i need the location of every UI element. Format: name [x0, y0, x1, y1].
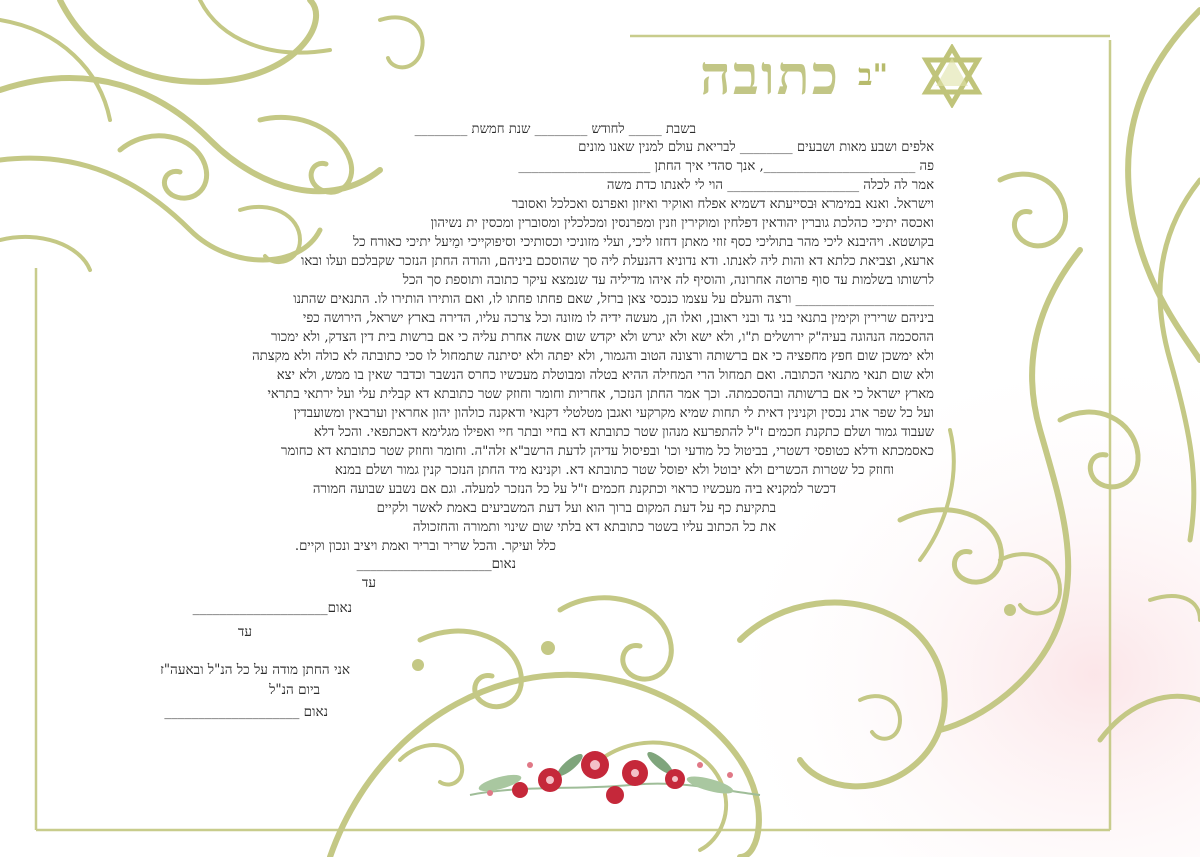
text-line: ועל כל שפר ארג נכסין וקנינין דאית לי תחות שמיא מקרקעי ואגבן מטלטלי דקנאי ודאקנה כולהון יהון אחראין וערבאין ומשועבדין [293, 406, 934, 421]
text-line: אמר לה לכלה ____________________ הוי לי לאנתו כדת משה [606, 178, 934, 193]
text-line: כלל ועיקר. והכל שריר ובריר ואמת ויציב ונכון וקיים. [294, 539, 556, 554]
text-line: כאסמכתא ודלא כטופסי דשטרי, בביטול כל מודעי וכו' ובפיסול עדיהן לדעת הרשב"א זלה"ה. וחומר וחוזק שטר כתובתא דא כחומר [281, 444, 934, 459]
text-line: ולא ימשכן שום חפץ מחפציה כי אם ברשותה ורצונה הטוב והגמור, ולא יפתה ולא יסיתנה שתמחול לו סכי כתובתה לא כולה ולא מקצתה [252, 349, 934, 364]
text-line: וחוזק כל שטרות הכשרים ולא יבוטל ולא יפוסל שטר כתובתא דא. וקנינא מיד החתן הנזכר קנין גמור ושלם במנא [334, 463, 894, 478]
text-line: וישראל. ואנא במימרא וּבסייעתא דשמיא אפלח ואוקיר ואיזון ואפרנס ואכלכל ואסובר [511, 197, 934, 212]
groom-signature-line: נאום ____________________ [164, 704, 328, 720]
witness-role-label: עד [237, 624, 252, 640]
text-line: בקושטא. ויהיבנא ליכי מהר בתוליכי כסף זוזי מאתן דחזו ליכי, ועלי מזוניכי וכסותיכי וסיפוקייכי ומֵיעל יתיכי כאורח כל [353, 235, 934, 250]
witness-signature-line: נאום____________________ [192, 600, 352, 616]
text-line: דכשר למקניא ביה מעכשיו כראוי וכתקנת חכמים ז"ל על כל הנזכר למעלה. וגם אם נשבע שבועה חמורה [312, 482, 836, 497]
text-line: בתקיעת כף על דעת המקום ברוך הוא ועל דעת המשביעים באמת לאשר ולקיים [376, 501, 776, 516]
text-line: שעבוד גמור ושלם כתקנת חכמים ז"ל להתפרעא מנהון שטר כתובתא דא בחיי ובתר חיי ואפילו מגלימא דאכתפאי. והכל דלא [313, 425, 934, 440]
text-line: את כל הכתוב עליו בשטר כתובתא דא בלתי שום שינוי ותמורה והחזכולה [412, 520, 776, 535]
groom-statement-date: ביום הנ"ל [269, 682, 320, 698]
text-line: לרשותו בשלמות עד סוף פרוטה אחרונה, והוסיף לה איהו מדיליה עד שנמצא עיקר כתובה ותוספת סך הכל [402, 273, 934, 288]
document-title: כתובה [699, 43, 841, 107]
groom-statement: אני החתן מודה על כל הנ"ל ובאעה"ז [160, 662, 350, 678]
witness-role-top: עד [361, 575, 376, 591]
text-line: ואכסה יתיכי כהלכת גוברין יהודאין דפלחין ומוקירין וזנין ומפרנסין ומכלכלין ומסוברין ומכסין ית נשיהון [430, 216, 934, 231]
text-line: פה _______________________, אנך סהדי איך החתן ____________________ [518, 159, 934, 174]
bsd-mark: ב" [858, 58, 889, 93]
text-line: מארץ ישראל כי אם ברשותה ובהסכמתה. וכך אמר החתן הנזכר, אחריות וחומר וחוזק שטר כתובתא דא קבלית עלי ועל ירתאי בתראי [267, 387, 934, 402]
text-line: ולא שום תנאי מתנאי הכתובה. ואם תמחול הרי המחילה ההיא בטלה ומבוטלת מעכשיו כחרס הנשבר וכדבר שאין בו ממש, ולא יצא [276, 368, 934, 383]
text-line: בשבת _____ לחודש ________ שנת חמשת ________ [414, 122, 696, 137]
ketubah-text-block [74, 120, 936, 590]
text-line: ביניהם שרירין וקימין בתנאי בני גד ובני ראובן, ואלו הן, מעשה ידיה לו מזונה וכל צרכה עליו, הדירה בארץ ישראל, הירושה כפי [302, 311, 934, 326]
text-line: _____________________ ורצה והעלם על עצמו כנכסי צאן ברזל, שאם פחתו פחתו לו, ואם הותירו הותירו לו. התנאים שהתנו [293, 292, 934, 307]
text-line: ההסכמה הנהוגה בעיה"ק ירושלים ת"ו, ולא ישא ולא יגרש ולא יקדש שום אשה אחרת עליה כי אם ברשות בית דין הצדק, ולא ימכור [270, 330, 934, 345]
text-line: ארעא, וצביאת כלתא דא והות ליה לאנתו. ודא נדוניא דהנעלת ליה סך שהוסכם ביניהם, והודה החתן הנזכר שקבלכם ועלו ובאו [301, 254, 934, 269]
text-line: אלפים ושבע מאות ושבעים ________ לבריאת עולם למנין שאנו מונים [578, 140, 934, 155]
star-of-david-icon [920, 44, 984, 108]
witness-line-top: נאום____________________ [356, 556, 516, 572]
